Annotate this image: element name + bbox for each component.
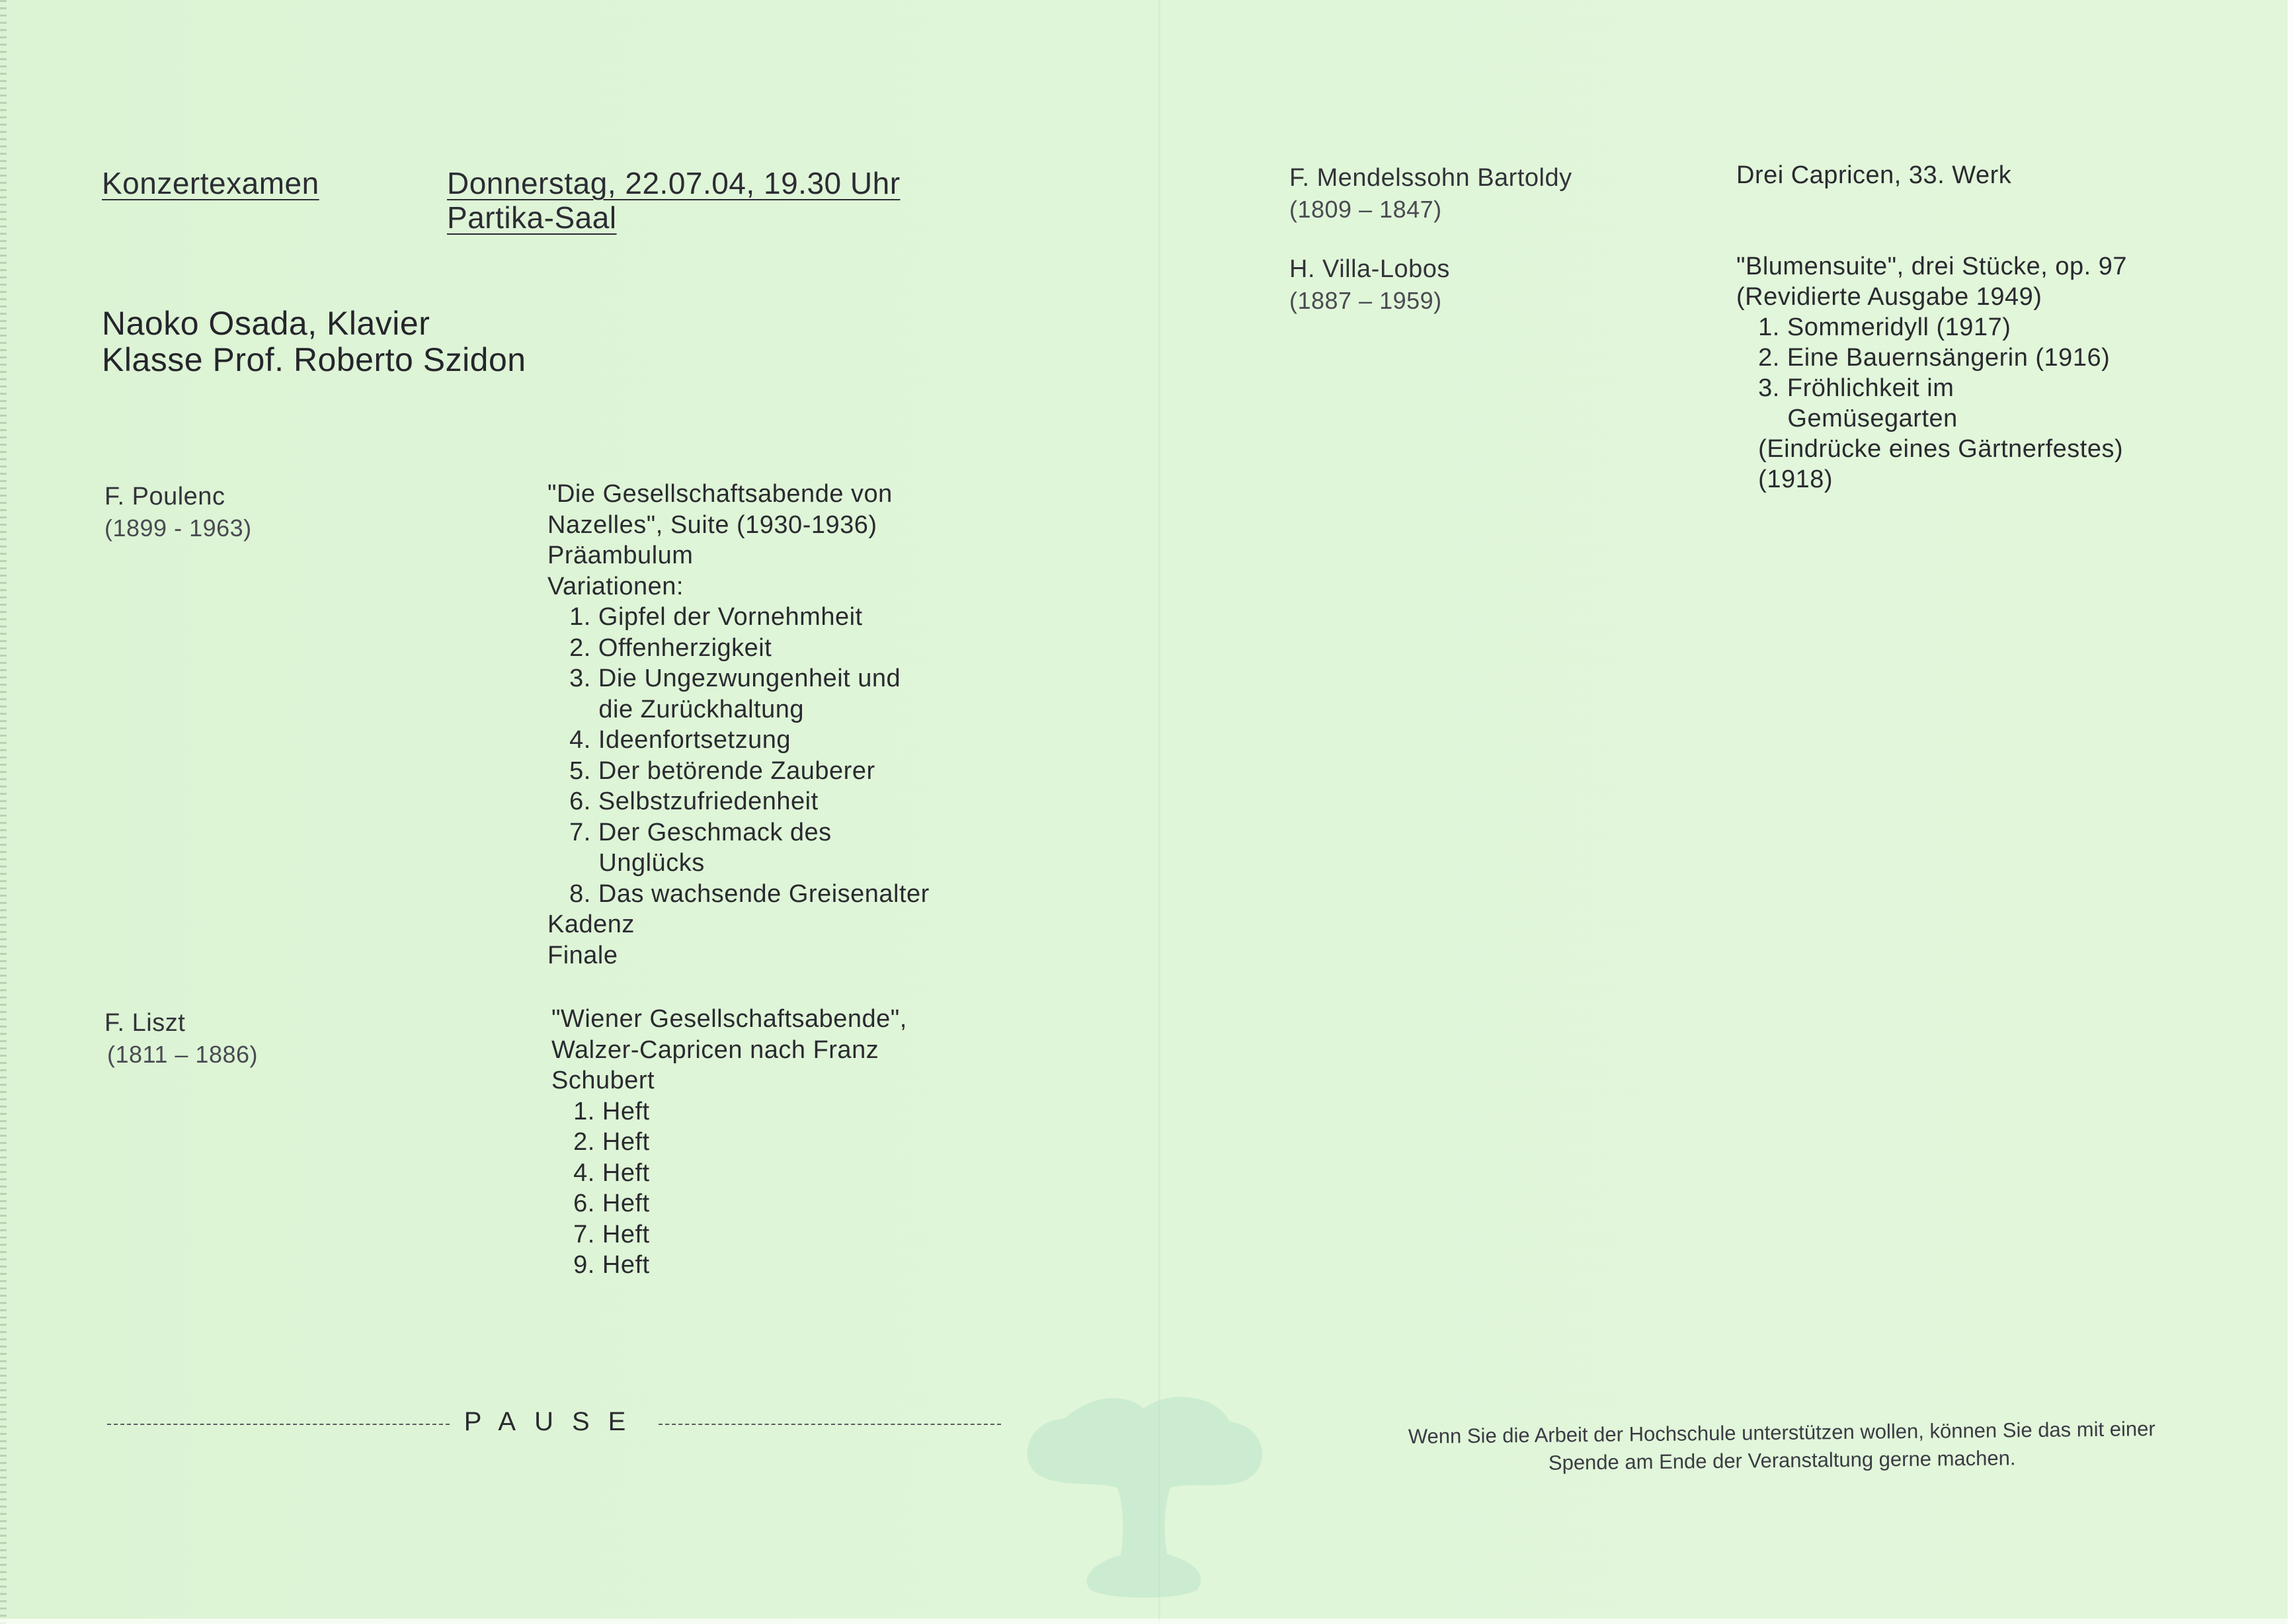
work-line: 4. Ideenfortsetzung	[547, 726, 791, 754]
work-line: "Blumensuite", drei Stücke, op. 97	[1736, 253, 2128, 280]
work-line: 1. Gipfel der Vornehmheit	[547, 603, 863, 631]
performer-name: Naoko Osada, Klavier	[102, 305, 430, 342]
work-line: 4. Heft	[551, 1158, 650, 1187]
work-lines	[547, 479, 930, 971]
work-line: 2. Eine Bauernsängerin (1916)	[1736, 344, 2111, 372]
work-line: Walzer-Capricen nach Franz	[551, 1035, 879, 1064]
composer-dates: (1887 – 1959)	[1289, 287, 1442, 314]
composer-dates: (1809 – 1847)	[1289, 196, 1442, 223]
composer-name: H. Villa-Lobos	[1289, 255, 1450, 283]
composer-dates: (1811 – 1886)	[107, 1041, 259, 1068]
work-line: Drei Capricen, 33. Werk	[1736, 161, 2012, 189]
pause-label: PAUSE	[463, 1407, 645, 1436]
work-line: 6. Selbstzufriedenheit	[547, 788, 819, 815]
date-time: Donnerstag, 22.07.04, 19.30 Uhr	[447, 166, 901, 200]
work-line: 3. Fröhlichkeit im	[1736, 374, 1954, 402]
page-fold	[1158, 0, 1160, 1624]
work-line: "Die Gesellschaftsabende von	[547, 480, 893, 508]
work-line: Präambulum	[547, 542, 694, 569]
work-line: 6. Heft	[551, 1190, 650, 1217]
note-line: Wenn Sie die Arbeit der Hochschule unterstützen wollen, können Sie das mit einer	[1408, 1417, 2155, 1448]
composer-name: F. Mendelssohn Bartoldy	[1289, 164, 1572, 192]
work-block-poulenc	[547, 479, 930, 971]
work-line: Variationen:	[547, 572, 684, 600]
watermark-logo	[1012, 1382, 1276, 1607]
work-line: 8. Das wachsende Greisenalter	[547, 879, 930, 908]
work-line: 5. Der betörende Zauberer	[547, 756, 875, 785]
work-block-villa-lobos	[1736, 251, 2127, 495]
work-lines	[551, 1004, 907, 1281]
work-lines	[1736, 160, 2011, 190]
performer-class: Klasse Prof. Roberto Szidon	[102, 341, 526, 378]
scan-edge-left	[0, 0, 7, 1624]
composer-dates: (1899 - 1963)	[104, 514, 252, 542]
work-line: Finale	[547, 941, 618, 969]
work-line: (1918)	[1736, 466, 1833, 493]
venue: Partika-Saal	[447, 200, 617, 235]
work-line: (Revidierte Ausgabe 1949)	[1736, 283, 2042, 311]
composer-name: F. Poulenc	[104, 483, 225, 510]
work-lines	[1736, 251, 2127, 495]
pause-divider	[107, 1407, 1001, 1437]
work-block-liszt	[551, 1004, 907, 1281]
work-line: 1. Heft	[551, 1097, 650, 1125]
dashed-line	[107, 1424, 450, 1425]
donation-note	[1336, 1414, 2229, 1479]
exam-title: Konzertexamen	[102, 166, 319, 200]
work-line: 7. Der Geschmack des	[547, 818, 832, 846]
work-line: 2. Heft	[551, 1128, 650, 1156]
scan-edge-right	[2288, 0, 2293, 1624]
work-line: "Wiener Gesellschaftsabende",	[551, 1005, 907, 1033]
work-line: 7. Heft	[551, 1220, 650, 1248]
work-line: Schubert	[551, 1067, 655, 1094]
work-line: 3. Die Ungezwungenheit und	[547, 665, 901, 692]
work-line: Nazelles", Suite (1930-1936)	[547, 510, 877, 539]
work-line: 2. Offenherzigkeit	[547, 633, 772, 662]
work-line: Gemüsegarten	[1736, 405, 1958, 432]
dashed-line	[659, 1424, 1001, 1425]
scan-edge-bottom	[0, 1619, 2293, 1624]
composer-name: F. Liszt	[104, 1009, 186, 1037]
work-line: (Eindrücke eines Gärtnerfestes)	[1736, 435, 2124, 463]
work-line: Kadenz	[547, 911, 635, 938]
work-line: 1. Sommeridyll (1917)	[1736, 313, 2011, 341]
work-block-mendelssohn	[1736, 160, 2011, 190]
work-line: Unglücks	[547, 849, 705, 877]
note-line: Spende am Ende der Veranstaltung gerne machen.	[1548, 1446, 2016, 1475]
work-line: die Zurückhaltung	[547, 695, 804, 723]
work-line: 9. Heft	[551, 1251, 650, 1279]
